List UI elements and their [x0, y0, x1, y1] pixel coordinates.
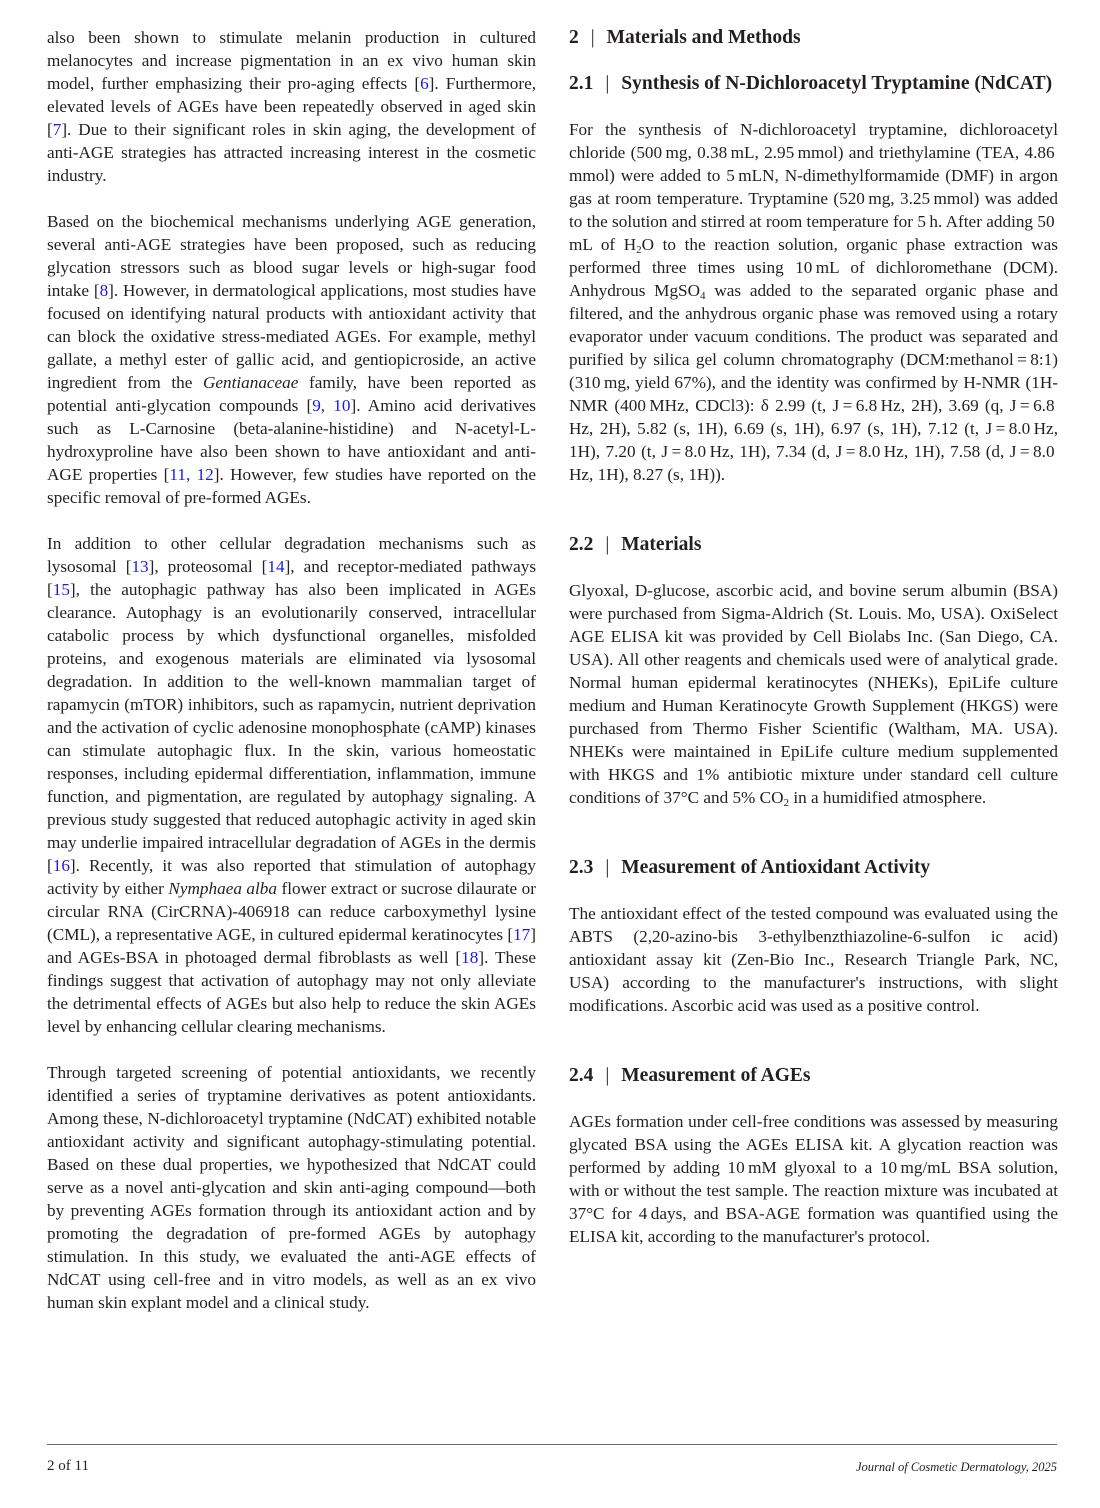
subsection-heading-2-2	[569, 533, 1058, 556]
section-heading-materials-methods	[569, 26, 1058, 49]
intro-paragraph-4	[47, 1061, 536, 1314]
text-run: Glyoxal, D-glucose, ascorbic acid, and bovine serum albumin (BSA) were purchased from Sigma-Aldrich (St. Louis. Mo, USA). OxiSelect AGE ELISA kit was provided by Cell Biolabs Inc. (San Diego, CA. USA). All other reagents and chemicals used were of analytical grade. Normal human epidermal keratinocytes (NHEKs), EpiLife culture medium and Human Keratinocyte Growth Supplement (HKGS) were purchased from Thermo Fisher Scientific (Waltham, MA. USA). NHEKs were maintained in EpiLife culture medium supplemented with HKGS and 1% antibiotic mixture under standard cell culture conditions of 37°C and 5% CO	[569, 581, 1058, 807]
text-run: ]. These findings suggest that activation of autophagy may not only alleviate the detrimental effects of AGEs but also help to reduce the skin AGEs level by enhancing cellular clearing mechanisms.	[47, 948, 537, 1036]
text-run: flower extract or sucrose dilaurate or circular RNA (CirCRNA)-406918 can reduce carboxymethyl lysine (CML), a representative AGE, in cultured epidermal keratinocytes [	[47, 879, 536, 944]
subsection-separator: |	[605, 73, 610, 94]
materials-paragraph	[569, 579, 1058, 809]
text-run: AGEs formation under cell-free conditions was assessed by measuring glycated BSA using the AGEs ELISA kit. A glycation reaction was performed by adding 10 mM glyoxal to a 10 mg/mL BSA solution, with or without the test sample. The reaction mixture was incubated at 37°C for 4 days, and BSA-AGE formation was quantified using the ELISA kit, according to the manufacturer's protocol.	[569, 1112, 1058, 1246]
subsection-separator: |	[605, 1065, 610, 1086]
subsection-number: 2.4	[569, 1065, 594, 1086]
text-run: ]. Due to their significant roles in skin aging, the development of anti-AGE strategies has attracted increasing interest in the cosmetic industry.	[47, 120, 536, 185]
citation-link[interactable]: 11, 12	[169, 465, 214, 484]
citation-link[interactable]: 18	[461, 948, 479, 967]
subsection-number: 2.1	[569, 73, 594, 94]
subsection-number: 2.2	[569, 534, 594, 555]
text-run: ], the autophagic pathway has also been implicated in AGEs clearance. Autophagy is an evolutionarily conserved, intracellular catabolic process by which dysfunctional organelles, misfolded proteins, and exogenous materials are eliminated via lysosomal degradation. In addition to the well-known mammalian target of rapamycin (mTOR) inhibitors, such as rapamycin, nutrient deprivation and the activation of cyclic adenosine monophosphate (cAMP) kinases can stimulate autophagic flux. In the skin, various homeostatic responses, including epidermal differentiation, inflammation, immune function, and pigmentation, are regulated by autophagy signaling. A previous study suggested that reduced autophagic activity in aged skin may underlie impaired intracellular degradation of AGEs in the dermis [	[47, 580, 536, 875]
subsection-title: Measurement of AGEs	[621, 1065, 811, 1086]
subsection-title: Measurement of Antioxidant Activity	[621, 857, 931, 878]
subscript: 4	[700, 290, 706, 302]
subsection-title: Materials	[621, 534, 702, 555]
text-run: family, have been reported as potential anti-glycation compounds [	[47, 373, 537, 415]
text-run: ]. Amino acid derivatives such as L-Carnosine (beta-alanine-histidine) and N-acetyl-L-hydroxyproline have also been shown to have antioxidant and anti-AGE properties [	[47, 396, 536, 484]
citation-link[interactable]: 8	[99, 281, 109, 300]
citation-link[interactable]: 7	[52, 120, 62, 139]
spacer	[569, 832, 1058, 856]
text-run: Through targeted screening of potential antioxidants, we recently identified a series of tryptamine derivatives as potent antioxidants. Among these, N-dichloroacetyl tryptamine (NdCAT) exhibited notable antioxidant activity and significant autophagy-stimulating potential. Based on these dual properties, we hypothesized that NdCAT could serve as a novel anti-glycation and skin anti-aging compound—both by preventing AGEs formation through its antioxidant action and by promoting the degradation of pre-formed AGEs by autophagy stimulation. In this study, we evaluated the anti-AGE effects of NdCAT using cell-free and in vitro models, as well as an ex vivo human skin explant model and a clinical study.	[47, 1063, 536, 1312]
citation-link[interactable]: 13	[131, 557, 149, 576]
subsection-separator: |	[605, 534, 610, 555]
spacer	[569, 1040, 1058, 1064]
section-separator: |	[590, 27, 595, 48]
right-column	[569, 26, 1058, 1271]
page-number: 2 of 11	[47, 1458, 89, 1474]
ages-measurement-paragraph	[569, 1110, 1058, 1248]
synthesis-paragraph	[569, 118, 1058, 486]
intro-paragraph-3	[47, 532, 536, 1038]
subsection-separator: |	[605, 857, 610, 878]
text-run: Based on the biochemical mechanisms underlying AGE generation, several anti-AGE strategies have been proposed, such as reducing glycation stressors such as blood sugar levels or high-sugar food intake [	[47, 212, 536, 300]
text-run: ]. Recently, it was also reported that stimulation of autophagy activity by either	[47, 856, 536, 898]
text-run: ]. Furthermore, elevated levels of AGEs have been repeatedly observed in aged skin [	[47, 74, 536, 139]
text-run: was added to the separated organic phase and filtered, and the anhydrous organic phase was removed using a rotary evaporator under vacuum conditions. The product was separated and purified by silica gel column chromatography (DCM:methanol = 8:1) (310 mg, yield 67%), and the identity was confirmed by H-NMR (1H-NMR (400 MHz, CDCl3): δ 2.99 (t, J = 6.8 Hz, 2H), 3.69 (q, J = 6.8 Hz, 2H), 5.82 (s, 1H), 6.69 (s, 1H), 6.97 (s, 1H), 7.12 (t, J = 8.0 Hz, 1H), 7.20 (t, J = 8.0 Hz, 1H), 7.34 (d, J = 8.0 Hz, 1H), 7.58 (d, J = 8.0 Hz, 1H), 8.27 (s, 1H)).	[569, 281, 1059, 484]
citation-link[interactable]: 17	[513, 925, 531, 944]
section-title: Materials and Methods	[606, 27, 801, 48]
spacer	[569, 509, 1058, 533]
subsection-heading-2-4	[569, 1064, 1058, 1087]
text-run: ]. However, few studies have reported on the specific removal of pre-formed AGEs.	[47, 465, 536, 507]
italic-term: Nymphaea alba	[168, 879, 277, 898]
text-run: The antioxidant effect of the tested compound was evaluated using the ABTS (2,20-azino-bis 3-ethylbenzthiazoline-6-sulfon ic acid) antioxidant assay kit (Zen-Bio Inc., Research Triangle Park, NC, USA) according to the manufacturer's instructions, with slight modifications. Ascorbic acid was used as a positive control.	[569, 904, 1058, 1015]
text-run: ], and receptor-mediated pathways [	[47, 557, 537, 599]
antioxidant-paragraph	[569, 902, 1058, 1017]
journal-name: Journal of Cosmetic Dermatology, 2025	[855, 1460, 1057, 1474]
section-number: 2	[569, 27, 579, 48]
left-column	[47, 26, 536, 1337]
intro-paragraph-1	[47, 26, 536, 187]
subsection-number: 2.3	[569, 857, 594, 878]
citation-link[interactable]: 14	[267, 557, 285, 576]
text-run: O to the reaction solution, organic phase extraction was performed three times using 10 mL of dichloromethane (DCM). Anhydrous MgSO	[569, 235, 1058, 300]
citation-link[interactable]: 16	[52, 856, 70, 875]
subscript: 2	[783, 797, 790, 809]
citation-link[interactable]: 9, 10	[312, 396, 351, 415]
footer-rule	[47, 1444, 1057, 1445]
text-run: ] and AGEs-BSA in photoaged dermal fibroblasts as well [	[47, 925, 536, 967]
citation-link[interactable]: 15	[52, 580, 70, 599]
text-run: [	[414, 74, 421, 93]
text-run: ]. However, in dermatological applications, most studies have focused on identifying natural products with antioxidant activity that can block the oxidative stress-mediated AGEs. For example, methyl gallate, a methyl ester of gallic acid, and gentiopicroside, an active ingredient from the	[47, 281, 536, 392]
subsection-title: Synthesis of N-Dichloroacetyl Tryptamine (NdCAT)	[621, 73, 1053, 94]
text-run: In addition to other cellular degradation mechanisms such as lysosomal [	[47, 534, 536, 576]
text-run: For the synthesis of N-dichloroacetyl tryptamine, dichloroacetyl chloride (500 mg, 0.38 mL, 2.95 mmol) and triethylamine (TEA, 4.86 mmol) were added to 5 mLN, N-dimethylformamide (DMF) in argon gas at room temperature. Tryptamine (520 mg, 3.25 mmol) was added to the solution and stirred at room temperature for 5 h. After adding 50 mL of H	[569, 120, 1058, 254]
intro-paragraph-2	[47, 210, 536, 509]
subsection-heading-2-3	[569, 856, 1058, 879]
text-run: ], proteosomal [	[148, 557, 268, 576]
text-run: in a humidified atmosphere.	[789, 788, 987, 807]
text-run: also been shown to stimulate melanin production in cultured melanocytes and increase pigmentation in an ex vivo human skin model, further emphasizing their pro-aging effects	[47, 28, 536, 93]
italic-term: Gentianaceae	[202, 373, 299, 392]
subscript: 2	[636, 244, 642, 256]
citation-link[interactable]: 6	[420, 74, 429, 93]
subsection-heading-2-1	[569, 72, 1058, 95]
